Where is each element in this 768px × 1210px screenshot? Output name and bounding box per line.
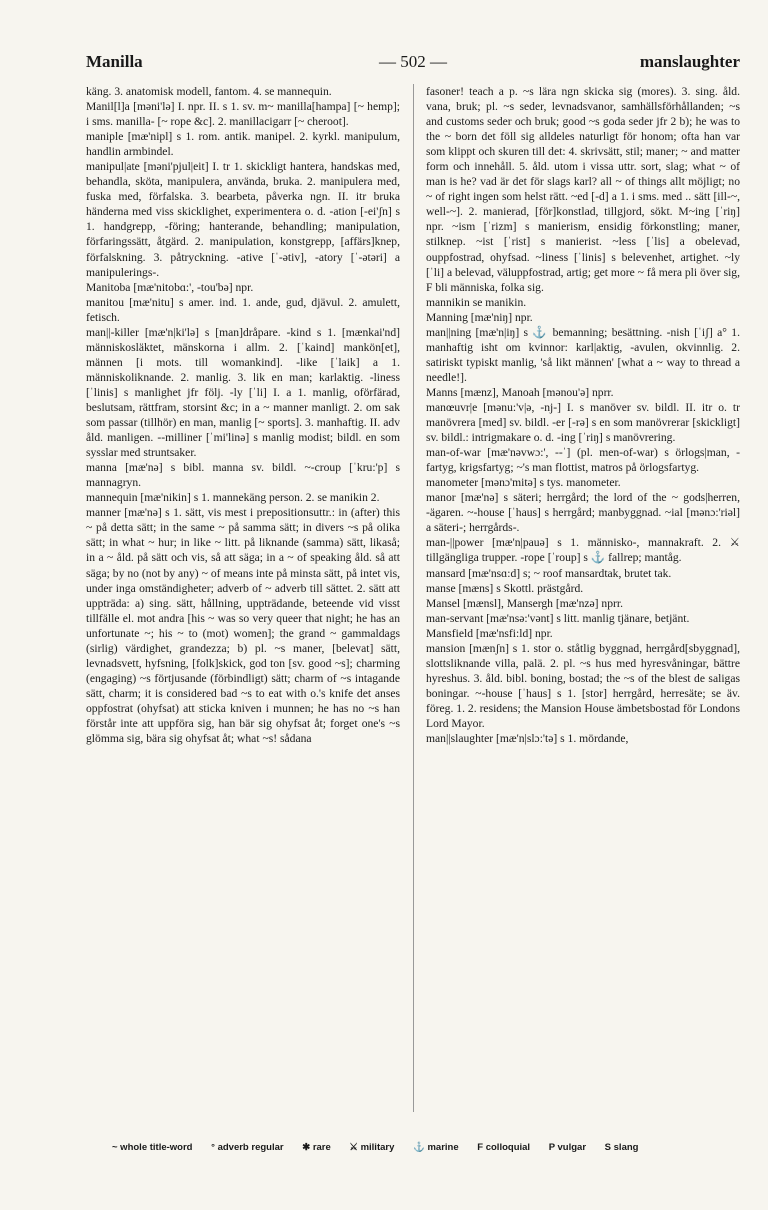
dictionary-entry: mansard [mæ'nsɑ:d] s; ~ roof mansardtak, brutet tak. <box>426 566 672 580</box>
right-column <box>426 84 740 1112</box>
left-column <box>86 84 400 1112</box>
dictionary-entry: man||ning [mæ'n|iŋ] s ⚓ bemanning; besättning. -nish [ˈiʃ] a° 1. manhaftig isht om kvinnor: karl|aktig, -avulen, okvinnlig. 2. satiriskt typiskt manlig, 'så likt männen' [what a ~ way to thread a needle!]. <box>426 325 740 384</box>
dictionary-entry: Mansfield [mæ'nsfi:ld] npr. <box>426 626 553 640</box>
dictionary-entry: manometer [mənɔ'mitə] s tys. manometer. <box>426 476 621 490</box>
dictionary-entry: mannikin se manikin. <box>426 295 527 309</box>
dictionary-entry: man||-killer [mæ'n|ki'lə] s [man]dråpare. -kind s 1. [mænkai'nd] människosläktet, mänskorna i allm. 2. [ˈkaind] mankön[et], männen [i mots. till womankind]. -like [ˈlaik] a 1. människoliknande. 2. manlig. 3. lik en man; karlaktig. -liness [ˈlinis] s manlighet jfr följ. -ly [ˈli] I. a 1. manlig, oförfärad, beslutsam, rättfram, storsint &c; in a ~ manner manligt. 2. om sak som passar (tillhör) en man, manlig [~ sports]. 3. manhaftig. II. adv åld. manligen. --milliner [ˈmi'linə] s manlig modist; bildl. en som sysslar med struntsaker. <box>86 325 400 460</box>
dictionary-entry: man-servant [mæ'nsə:'vənt] s litt. manlig tjänare, betjänt. <box>426 611 690 625</box>
legend-item: P vulgar <box>548 1142 587 1153</box>
dictionary-entry: fasoner! teach a p. ~s lära ngn skicka sig (mores). 3. sing. åld. vana, bruk; pl. ~s seder, levnadsvanor, samhällsförhållanden; ~s and customs seder och bruk; good ~s goda seder jfr 2 b); he was to the ~ born det föll sig alldeles naturligt för honom; ofta han var som klippt och skuren till det: 4. skrivsätt, stil; maner; ~ and matter form och innehåll. 5. åld. utom i vissa uttr. sort, slag; what ~ of man is he? vad är det för slags karl? all ~ of things allt möjligt; no ~ of right ingen som helst rätt. ~ed [-d] a 1. i sms. med .. sätt [ill-~, well-~]. 2. manierad, [för]konstlad, tillgjord, sökt. M~ing [ˈriŋ] npr. ~ism [ˈrizm] s manierism, ensidig förkonstling; maner, stilknep. ~ist [ˈrist] s manierist. ~less [ˈlis] a obelevad, ouppfostrad, ohyfsad. ~liness [ˈlinis] s belevenhet, artighet. ~ly [ˈli] a belevad, väluppfostrad, artig; get more ~ få mera pli över sig, F bli människa, folka sig. <box>426 85 740 294</box>
header-first-word: Manilla <box>86 52 143 71</box>
legend-item: ⚓ marine <box>413 1142 459 1153</box>
dictionary-entry: Manns [mænz], Manoah [mənou'ə] nprr. <box>426 385 614 399</box>
page-number: — 502 — <box>379 52 447 71</box>
dictionary-entry: manitou [mæ'nitu] s amer. ind. 1. ande, gud, djävul. 2. amulett, fetisch. <box>86 295 400 324</box>
dictionary-entry: Manil[l]a [məni'lə] I. npr. II. s 1. sv. m~ manilla[hampa] [~ hemp]; i sms. manilla- [~ rope &c]. 2. manillacigarr [~ cheroot]. <box>86 100 400 129</box>
dictionary-entry: man-||power [mæ'n|pauə] s 1. människo-, mannakraft. 2. ⚔ tillgängliga trupper. -rope [ˈroup] s ⚓ fallrep; mantåg. <box>426 536 740 565</box>
dictionary-entry: man-of-war [mæ'nəvwɔ:', --ˈ] (pl. men-of-war) s örlogs|man, -fartyg, krigsfartyg; ~'s man flottist, matros på örlogsfartyg. <box>426 446 740 475</box>
legend-item: ~ whole title-word <box>112 1142 193 1153</box>
dictionary-entry: käng. 3. anatomisk modell, fantom. 4. se mannequin. <box>86 85 332 98</box>
dictionary-entry: man||slaughter [mæ'n|slɔ:'tə] s 1. mördande, <box>426 732 629 746</box>
page-header <box>86 52 740 76</box>
header-last-word: manslaughter <box>639 52 740 71</box>
dictionary-entry: manner [mæ'nə] s 1. sätt, vis mest i prepositionsuttr.: in (after) this ~ på detta sätt; in the same ~ på samma sätt; in divers ~s på olika sätt; in what ~ hur; in like ~ litt. på liknande (samma) sätt, likaså; in a ~ åld. på sätt och vis, så att säga; in a ~ of speaking åld. så att säga; by no (not by any) ~ of means inte på minsta sätt, på intet vis, under inga omständigheter; adverb of ~ adverb till sättet. 2. sätt att uppträda: a) sing. sätt, hållning, uppträdande, beteende vid visst tillfälle el. mot andra [his ~ was so very queer that night; he has an unfortunate ~; his ~ to (mot) women]; the grand ~ gammaldags (sirlig) värdighet, grandezza; b) pl. ~s maner, [belevat] sätt, levnadsvett, hyfsning, [folk]skick, god ton [sv. good ~s]; charming (engaging) ~s förtjusande (förbindligt) sätt; charm of ~s intagande sätt, charm; it is considered bad ~s to eat with o.'s knife det anses oppfostrat (ohyfsat) att sticka kniven i munnen; he has no ~s han förstår inte att uppföra sig, han bär sig ohyfsat åt; forget one's ~s glömma sig, bära sig ohyfsat åt; what ~s! sådana <box>86 506 400 746</box>
dictionary-entry: mannequin [mæ'nikin] s 1. mannekäng person. 2. se manikin 2. <box>86 491 380 505</box>
abbreviation-legend <box>112 1142 732 1160</box>
legend-item: S slang <box>604 1142 639 1153</box>
legend-item: ° adverb regular <box>211 1142 284 1153</box>
legend-item: ⚔ military <box>349 1142 395 1153</box>
column-divider <box>413 84 414 1112</box>
dictionary-entry: Manitoba [mæ'nitobɑ:', -tou'bə] npr. <box>86 280 254 294</box>
dictionary-entry: manipul|ate [məni'pjul|eit] I. tr 1. skickligt hantera, handskas med, behandla, sköta, manipulera, använda, bruka. 2. manipulera med, fuska med, förfalska. 3. bearbeta, påverka ngn. II. itr bruka händerna med viss skicklighet, experimentera o. d. -ation [-ei'ʃn] s 1. handgrepp, -föring; hanterande, behandling; manipulation, förfaringssätt, åtgärd. 2. manipulation, konstgrepp, [affärs]knep, förfalskning. 3. påtryckning. -ative [ˈ-ətiv], -atory [ˈ-ətəri] a manipulerings-. <box>86 160 400 279</box>
dictionary-entry: manna [mæ'nə] s bibl. manna sv. bildl. ~-croup [ˈkru:'p] s mannagryn. <box>86 461 400 490</box>
dictionary-columns <box>86 84 740 1112</box>
dictionary-entry: manse [mæns] s Skottl. prästgård. <box>426 581 584 595</box>
dictionary-entry: maniple [mæ'nipl] s 1. rom. antik. manipel. 2. kyrkl. manipulum, handlin armbindel. <box>86 130 400 159</box>
dictionary-entry: mansion [mænʃn] s 1. stor o. ståtlig byggnad, herrgård[sbyggnad], slottsliknande villa, palä. 2. pl. ~s hus med hyresvåningar, bättre hyreshus. 3. åld. bibl. boning, bostad; the ~s of the blest de saligas boningar. ~-house [ˈhaus] s 1. [stor] herrgård, herresäte; se äv. föreg. 1. 2. residens; the Mansion House ämbetsbostad för Londons Lord Mayor. <box>426 641 740 730</box>
dictionary-entry: Manning [mæ'niŋ] npr. <box>426 310 533 324</box>
dictionary-entry: manœuvr|e [mənu:'v|ə, -nj-] I. s manöver sv. bildl. II. itr o. tr manövrera [med] sv. bildl. -er [-rə] s en som manövrerar [skickligt] sv. bildl.: intrigmakare o. d. -ing [ˈriŋ] s manövrering. <box>426 400 740 445</box>
legend-item: F colloquial <box>477 1142 531 1153</box>
dictionary-entry: manor [mæ'nə] s säteri; herrgård; the lord of the ~ gods|herren, -ägaren. ~-house [ˈhaus] s herrgård; manbyggnad. ~ial [mənɔ:'riəl] a säteri-; herrgårds-. <box>426 491 740 535</box>
legend-item: ✱ rare <box>302 1142 331 1153</box>
dictionary-entry: Mansel [mænsl], Mansergh [mæ'nzə] nprr. <box>426 596 624 610</box>
